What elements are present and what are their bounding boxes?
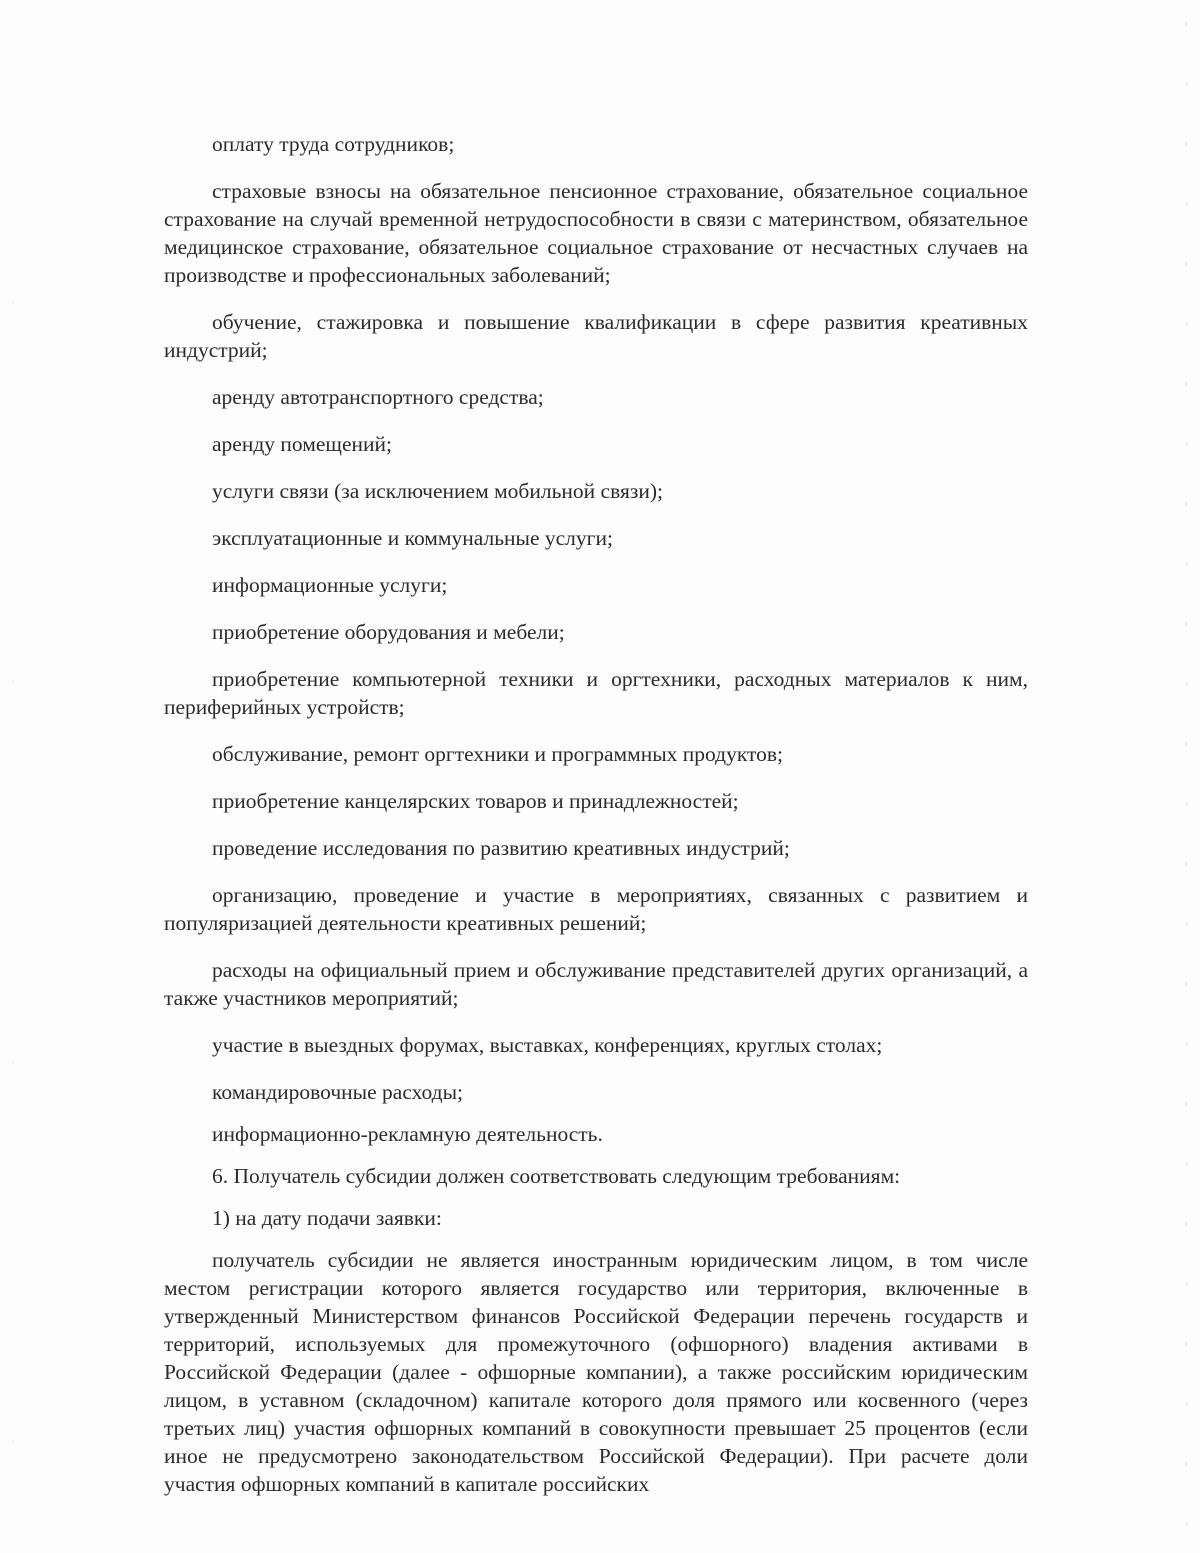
paragraph: участие в выездных форумах, выставках, конференциях, круглых столах; <box>212 1033 883 1057</box>
paragraph: услуги связи (за исключением мобильной связи); <box>212 479 663 503</box>
document-body <box>164 130 1028 1517</box>
section-heading: 6. Получатель субсидии должен соответствовать следующим требованиям: <box>212 1164 901 1188</box>
paragraph: страховые взносы на обязательное пенсионное страхование, обязательное социальное страхование на случай временной нетрудоспособности в связи с материнством, обязательное медицинское страхование, обязательное социальное страхование от несчастных случаев на производстве и профессиональных заболеваний; <box>164 179 1028 287</box>
paragraph: приобретение оборудования и мебели; <box>212 620 565 644</box>
paragraph: информационно-рекламную деятельность. <box>212 1122 603 1146</box>
paragraph: приобретение канцелярских товаров и принадлежностей; <box>212 789 739 813</box>
paragraph: обслуживание, ремонт оргтехники и программных продуктов; <box>212 742 783 766</box>
paragraph: аренду помещений; <box>212 432 392 456</box>
paragraph: информационные услуги; <box>212 573 448 597</box>
paragraph: организацию, проведение и участие в мероприятиях, связанных с развитием и популяризацией деятельности креативных решений; <box>164 883 1028 935</box>
scan-edge-right <box>1186 0 1187 1553</box>
subsection-heading: 1) на дату подачи заявки: <box>212 1206 442 1230</box>
scan-edge-left <box>12 0 13 1553</box>
paragraph: получатель субсидии не является иностранным юридическим лицом, в том числе местом регистрации которого является государство или территория, включенные в утвержденный Министерством финансов Российской Федерации перечень государств и территорий, используемых для промежуточного (офшорного) владения активами в Российской Федерации (далее - офшорные компании), а также российским юридическим лицом, в уставном (складочном) капитале которого доля прямого или косвенного (через третьих лиц) участия офшорных компаний в совокупности превышает 25 процентов (если иное не предусмотрено законодательством Российской Федерации). При расчете доли участия офшорных компаний в капитале российских <box>164 1248 1028 1496</box>
paragraph: аренду автотранспортного средства; <box>212 385 544 409</box>
paragraph: оплату труда сотрудников; <box>212 132 455 156</box>
paragraph: проведение исследования по развитию креативных индустрий; <box>212 836 790 860</box>
paragraph: командировочные расходы; <box>212 1080 463 1104</box>
paragraph: приобретение компьютерной техники и оргтехники, расходных материалов к ним, периферийных устройств; <box>164 667 1028 719</box>
paragraph: эксплуатационные и коммунальные услуги; <box>212 526 613 550</box>
paragraph: расходы на официальный прием и обслуживание представителей других организаций, а также участников мероприятий; <box>164 958 1028 1010</box>
paragraph: обучение, стажировка и повышение квалификации в сфере развития креативных индустрий; <box>164 310 1028 362</box>
